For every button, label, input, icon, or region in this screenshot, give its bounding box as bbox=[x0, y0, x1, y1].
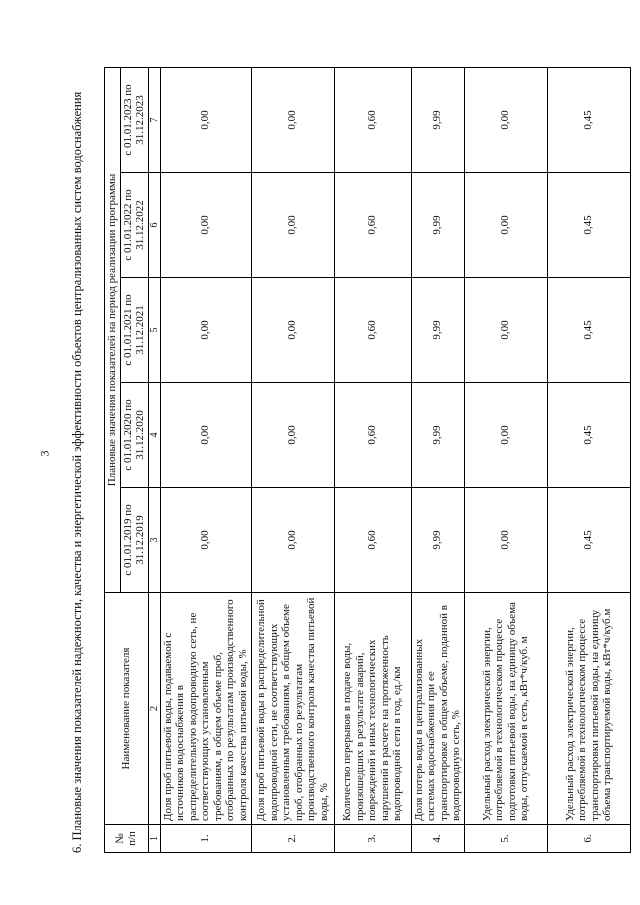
row-number: 2. bbox=[251, 825, 334, 853]
indicator-value: 9,99 bbox=[411, 383, 464, 488]
indicator-value: 0,00 bbox=[160, 488, 251, 593]
header-num: № п/п bbox=[105, 825, 149, 853]
indicator-value: 0,00 bbox=[251, 173, 334, 278]
indicator-value: 0,00 bbox=[160, 278, 251, 383]
table-row bbox=[251, 67, 334, 852]
header-name: Наименование показателя bbox=[105, 593, 149, 825]
header-group: Плановые значения показателей на период реализации программы bbox=[105, 67, 121, 592]
header-period: с 01.01.2020 по 31.12.2020 bbox=[120, 383, 148, 488]
indicator-value: 0,00 bbox=[464, 488, 547, 593]
indicator-value: 9,99 bbox=[411, 173, 464, 278]
indicator-value: 0,45 bbox=[547, 67, 630, 172]
indicator-value: 0,60 bbox=[334, 383, 411, 488]
column-index: 7 bbox=[148, 67, 160, 172]
rotated-page-content bbox=[70, 68, 640, 853]
section-heading: 6. Плановые значения показателей надежности, качества и энергетической эффективности объектов централизованных систем водоснабжения bbox=[70, 91, 84, 853]
indicator-value: 0,45 bbox=[547, 173, 630, 278]
indicator-name: Удельный расход электрической энергии, потребляемой в технологическом процессе подготовки питьевой воды, на единицу объема воды, отпускаемой в сеть, кВт*ч/куб. м bbox=[464, 593, 547, 825]
indicator-name: Количество перерывов в подаче воды, произошедших в результате аварий, повреждений и иных технологических нарушений в расчете на протяженность водопроводной сети в год, ед./км bbox=[334, 593, 411, 825]
column-index: 5 bbox=[148, 278, 160, 383]
header-period: с 01.01.2022 по 31.12.2022 bbox=[120, 173, 148, 278]
indicator-value: 0,00 bbox=[464, 67, 547, 172]
row-number: 1. bbox=[160, 825, 251, 853]
table-row bbox=[464, 67, 547, 852]
indicator-name: Удельный расход электрической энергии, потребляемой в технологическом процессе транспортировки питьевой воды, на единицу объема транспортируемой воды, кВт*ч/куб.м bbox=[547, 593, 630, 825]
column-index: 2 bbox=[148, 593, 160, 825]
header-period: с 01.01.2021 по 31.12.2021 bbox=[120, 278, 148, 383]
indicator-value: 0,00 bbox=[251, 278, 334, 383]
indicator-value: 0,45 bbox=[547, 383, 630, 488]
indicator-value: 9,99 bbox=[411, 488, 464, 593]
indicator-value: 0,00 bbox=[251, 67, 334, 172]
indicator-name: Доля потерь воды в централизованных системах водоснабжения при ее транспортировке в общем объеме, поданной в водопроводную сеть, % bbox=[411, 593, 464, 825]
indicator-value: 0,00 bbox=[251, 488, 334, 593]
indicator-value: 0,00 bbox=[160, 173, 251, 278]
indicator-value: 0,60 bbox=[334, 67, 411, 172]
indicator-value: 0,00 bbox=[160, 67, 251, 172]
table-row bbox=[334, 67, 411, 852]
header-period: с 01.01.2019 по 31.12.2019 bbox=[120, 488, 148, 593]
column-index: 6 bbox=[148, 173, 160, 278]
indicator-value: 0,60 bbox=[334, 278, 411, 383]
indicator-name: Доля проб питьевой воды, подаваемой с источников водоснабжения в распределительную водопроводную сеть, не соответствующих установленным требованиям, в общем объеме проб, отобранных по результатам производственного контроля качества питьевой воды, % bbox=[160, 593, 251, 825]
row-number: 5. bbox=[464, 825, 547, 853]
indicator-value: 0,60 bbox=[334, 173, 411, 278]
indicator-value: 0,00 bbox=[160, 383, 251, 488]
indicators-table bbox=[104, 67, 631, 853]
page-number: 3 bbox=[37, 450, 52, 457]
table-row bbox=[160, 67, 251, 852]
indicator-value: 9,99 bbox=[411, 278, 464, 383]
header-period: с 01.01.2023 по 31.12.2023 bbox=[120, 67, 148, 172]
column-index: 3 bbox=[148, 488, 160, 593]
indicator-value: 0,00 bbox=[464, 383, 547, 488]
table-row bbox=[547, 67, 630, 852]
row-number: 3. bbox=[334, 825, 411, 853]
indicator-value: 0,00 bbox=[251, 383, 334, 488]
indicator-value: 0,45 bbox=[547, 278, 630, 383]
column-index: 4 bbox=[148, 383, 160, 488]
row-number: 4. bbox=[411, 825, 464, 853]
indicator-value: 9,99 bbox=[411, 67, 464, 172]
indicator-value: 0,45 bbox=[547, 488, 630, 593]
column-index: 1 bbox=[148, 825, 160, 853]
indicator-value: 0,00 bbox=[464, 278, 547, 383]
indicator-value: 0,60 bbox=[334, 488, 411, 593]
table-row bbox=[411, 67, 464, 852]
row-number: 6. bbox=[547, 825, 630, 853]
indicator-value: 0,00 bbox=[464, 173, 547, 278]
indicator-name: Доля проб питьевой воды в распределительной водопроводной сети, не соответствующих установленным требованиям, в общем объеме проб, отобранных по результатам производственного контроля качества питьевой воды, % bbox=[251, 593, 334, 825]
